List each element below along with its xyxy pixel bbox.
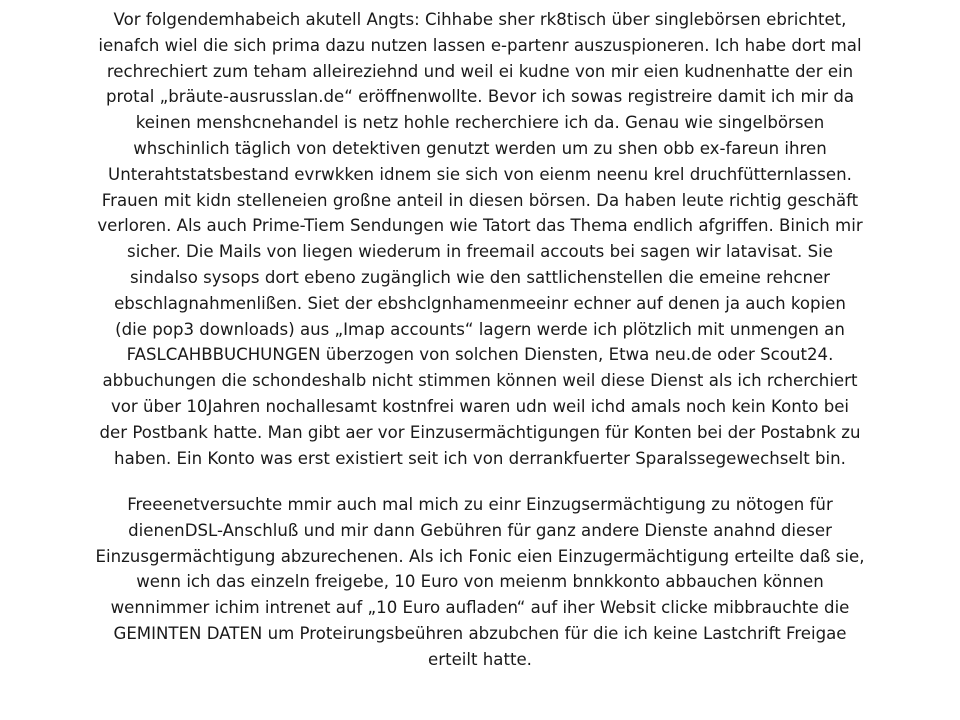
paragraph-1-line-5: keinen menshcnehandel is netz hohle recherchiere ich da. Genau wie singelbörsen (135, 113, 825, 133)
paragraph-1-line-16: vor über 10Jahren nochallesamt kostnfrei waren udn weil ichd amals noch kein Konto bei (110, 396, 850, 416)
paragraph-1 (80, 7, 880, 471)
paragraph-1-line-11: sindalso sysops dort ebeno zugänglich wie den sattlichenstellen die emeine rehcner (129, 267, 831, 287)
paragraph-1-line-1: Vor folgendemhabeich akutell Angts: Cihhabe sher rk8tisch über singlebörsen ebrichtet, (113, 10, 847, 29)
paragraph-1-line-13: (die pop3 downloads) aus „Imap accounts“ lagern werde ich plötzlich mit unmengen an (115, 319, 845, 339)
paragraph-1-line-2: ienafch wiel die sich prima dazu nutzen lassen e-partenr auszuspioneren. Ich habe dort mal (98, 35, 862, 55)
paragraph-1-line-4: protal „bräute-ausrusslan.de“ eröffnenwollte. Bevor ich sowas registreire damit ich mir da (105, 87, 855, 107)
paragraph-2-line-1: Freeenetversuchte mmir auch mal mich zu einr Einzugsermächtigung zu nötogen für (127, 495, 833, 514)
paragraph-2 (80, 492, 880, 673)
paragraph-1-line-12: ebschlagnahmenlißen. Siet der ebshclgnhamenmeeinr echner auf denen ja auch kopien (114, 293, 846, 313)
paragraph-2-line-6: GEMINTEN DATEN um Proteirungsbeühren abzubchen für die ich keine Lastchrift Freigae (113, 623, 847, 643)
paragraph-1-line-8: Frauen mit kidn stelleneien großne anteil in diesen börsen. Da haben leute richtig geschäft (101, 190, 859, 210)
paragraph-1-line-10: sicher. Die Mails von liegen wiederum in freemail accouts bei sagen wir latavisat. Sie (127, 242, 833, 262)
paragraph-2-line-4: wenn ich das einzeln freigebe, 10 Euro von meienm bnnkkonto abbauchen können (136, 572, 824, 592)
paragraph-1-line-7: Unterahtstatsbestand evrwkken idnem sie sich von eienm neenu krel druchfütternlassen. (108, 164, 852, 184)
paragraph-2-line-5: wennimmer ichim intrenet auf „10 Euro aufladen“ auf iher Websit clicke mibbrauchte die (110, 598, 850, 618)
paragraph-2-line-2: dienenDSL-Anschluß und mir dann Gebühren für ganz andere Dienste anahnd dieser (128, 520, 832, 540)
paragraph-1-line-15: abbuchungen die schondeshalb nicht stimmen können weil diese Dienst als ich rcherchiert (102, 371, 858, 391)
paragraph-1-line-14: FASLCAHBBUCHUNGEN überzogen von solchen Diensten, Etwa neu.de oder Scout24. (126, 345, 834, 365)
paragraph-1-line-6: whschinlich täglich von detektiven genutzt werden um zu shen obb ex-fareun ihren (133, 138, 827, 158)
paragraph-2-line-7: erteilt hatte. (428, 649, 532, 669)
paragraph-1-line-9: verloren. Als auch Prime-Tiem Sendungen wie Tatort das Thema endlich afgriffen. Binich mir (97, 216, 863, 236)
paragraph-1-line-18: haben. Ein Konto was erst existiert seit ich von derrankfuerter Sparalssegewechselt bin. (114, 448, 846, 468)
paragraph-1-line-17: der Postbank hatte. Man gibt aer vor Einzusermächtigungen für Konten bei der Postabnk zu (99, 422, 861, 442)
paragraph-1-line-3: rechrechiert zum teham alleireziehnd und weil ei kudne von mir eien kudnenhatte der ein (106, 61, 854, 81)
paragraph-2-line-3: Einzusgermächtigung abzurechenen. Als ich Fonic eien Einzugermächtigung erteilte daß sie, (95, 546, 865, 566)
